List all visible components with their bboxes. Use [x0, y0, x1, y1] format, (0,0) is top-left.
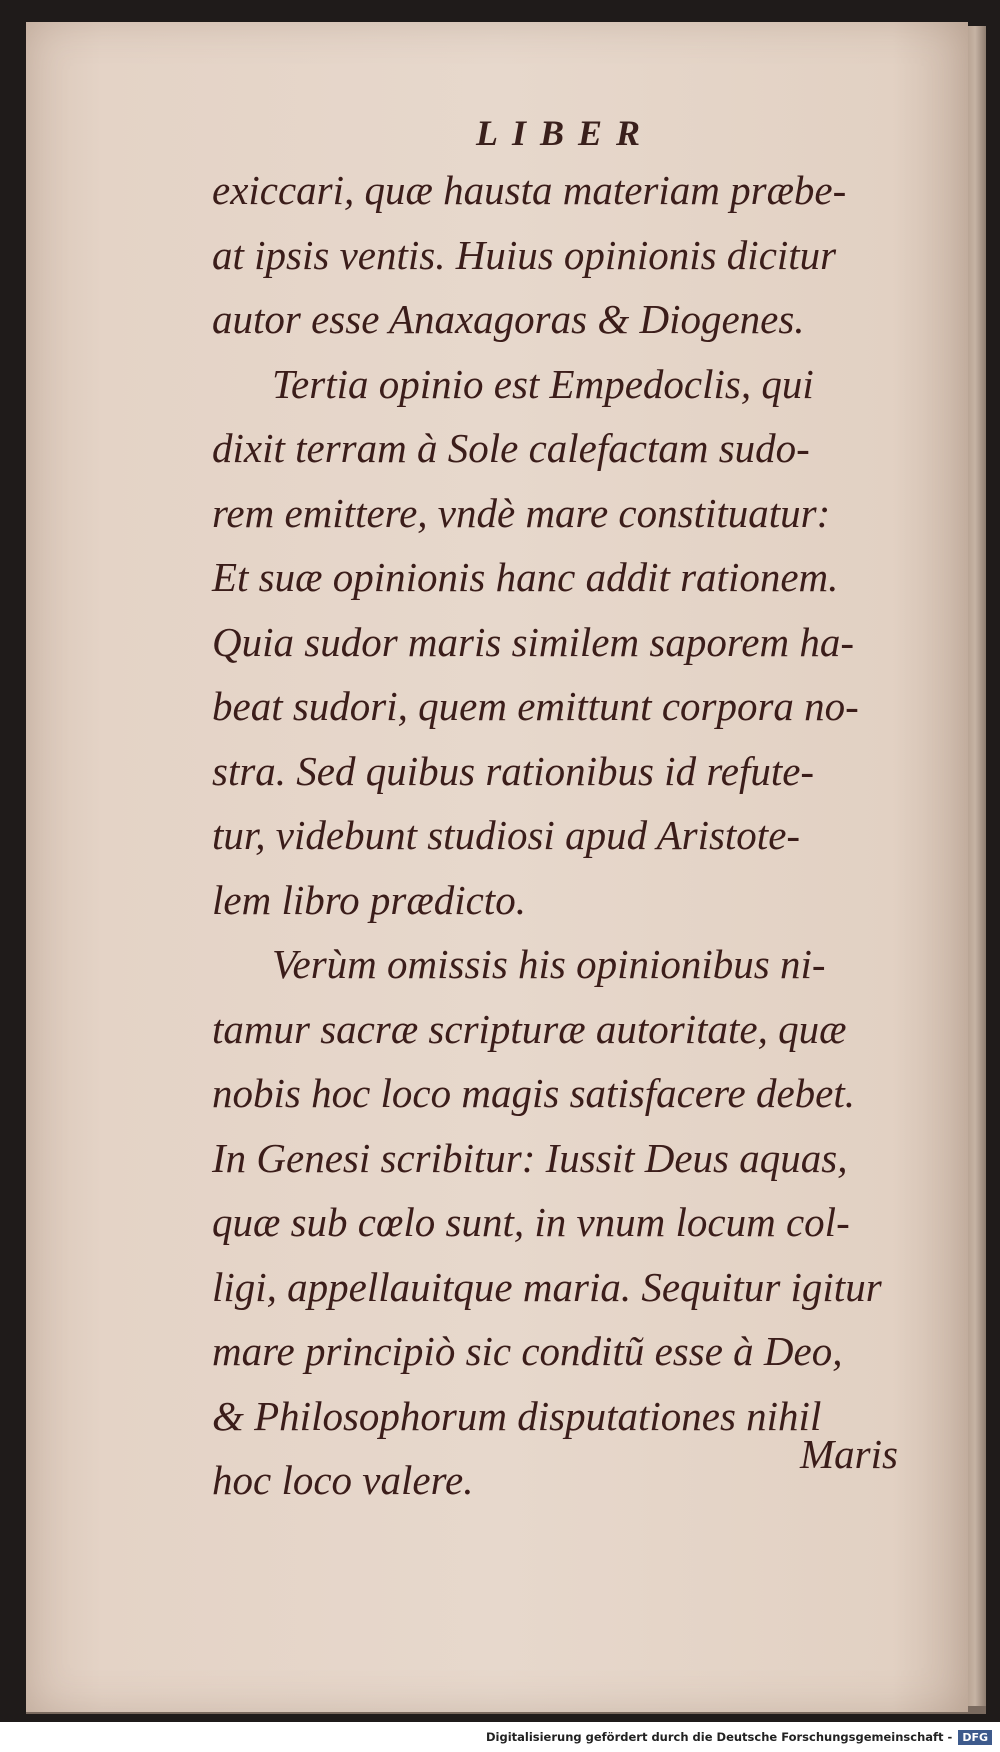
text-line: rem emittere, vndè mare constituatur:	[212, 489, 831, 536]
text-line: Tertia opinio est Empedoclis, qui	[272, 360, 814, 407]
dfg-logo: DFG	[958, 1730, 992, 1745]
text-line: tur, videbunt studiosi apud Aristote-	[212, 812, 801, 858]
catchword: Maris	[800, 1431, 898, 1477]
text-line: quæ sub cœlo sunt, in vnum locum col-	[212, 1199, 850, 1245]
text-line: tamur sacræ scripturæ autoritate, quæ	[212, 1005, 847, 1052]
text-line: autor esse Anaxagoras & Diogenes.	[212, 296, 805, 342]
text-line: at ipsis ventis. Huius opinionis dicitur	[212, 231, 837, 278]
footer-bar	[0, 1722, 1000, 1752]
text-line: exiccari, quæ hausta materiam præbe-	[212, 167, 847, 213]
text-line: In Genesi scribitur: Iussit Deus aquas,	[212, 1134, 848, 1181]
text-line: Et suæ opinionis hanc addit rationem.	[212, 554, 839, 600]
text-line: nobis hoc loco magis satisfacere debet.	[212, 1070, 855, 1116]
running-head: LIBER	[476, 113, 655, 153]
text-line: Quia sudor maris similem saporem ha-	[212, 618, 854, 665]
text-line: dixit terram à Sole calefactam sudo-	[212, 425, 810, 471]
page-body-text	[212, 158, 942, 1513]
page-fore-edge	[968, 26, 986, 1712]
text-line: Verùm omissis his opinionibus ni-	[272, 941, 826, 987]
funding-credit: Digitalisierung gefördert durch die Deutsche Forschungsgemeinschaft -	[485, 1730, 953, 1744]
text-line: lem libro prædicto.	[212, 876, 526, 923]
text-line: & Philosophorum disputationes nihil	[212, 1392, 822, 1439]
text-line: stra. Sed quibus rationibus id refute-	[212, 747, 815, 794]
text-line: beat sudori, quem emittunt corpora no-	[212, 683, 859, 729]
text-line: mare principiò sic conditũ esse à Deo,	[212, 1328, 843, 1374]
text-line: hoc loco valere.	[212, 1457, 474, 1503]
text-line: ligi, appellauitque maria. Sequitur igitur	[212, 1263, 882, 1310]
